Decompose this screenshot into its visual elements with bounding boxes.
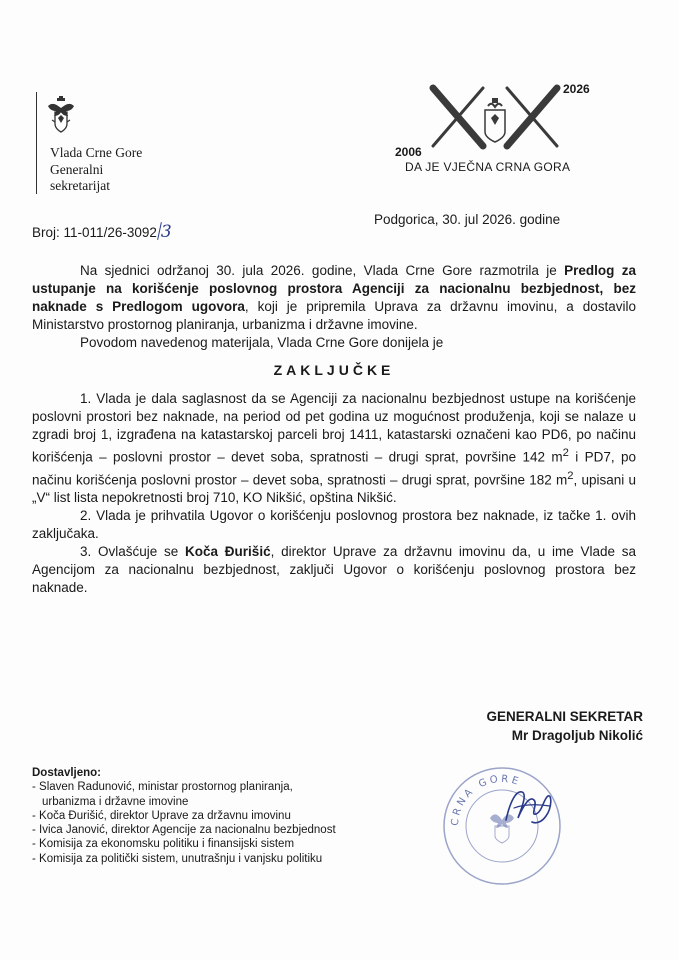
jubilee-slogan: DA JE VJEČNA CRNA GORA [405,160,571,174]
org-unit-line1: Generalni [50,161,104,177]
org-name: Vlada Crne Gore [50,145,143,160]
distribution-items [32,780,336,866]
conclusion-3-text-b: , direktor Uprave za državnu imovinu da, u ime Vlade sa Agencijom za nacionalnu bezbjednost, zaključi Ugovor o korišćenju poslovnog prostora bez naknade. [32,544,636,595]
reference-number [32,222,172,242]
document-body [32,262,636,597]
jubilee-year-end: 2026 [563,82,590,96]
place-date: Podgorica, 30. jul 2026. godine [374,212,561,227]
conclusion-1 [32,390,636,507]
superscript-2: 2 [562,447,569,459]
jubilee-xx-mark-icon [425,80,565,152]
intro-text-end: , koji je pripremila Uprava za državnu imovinu, a dostavilo Ministarstvo prostornog planiranja, urbanizma i državne imovine. [32,299,636,332]
signatory-title: GENERALNI SEKRETAR [486,709,643,724]
list-item: - Ivica Janović, direktor Agencije za nacionalnu bezbjednost [32,824,336,837]
intro-subject: Predlog za ustupanje na korišćenje poslovnog prostora Agenciji za nacionalnu bezbjednost, bez naknade s Predlogom ugovora [32,263,637,314]
list-item: - Komisija za ekonomsku politiku i finansijski sistem [32,838,295,851]
conclusion-1-text-c: , upisani u „V“ list lista nepokretnosti broj 710, KO Nikšić, opština Nikšić. [32,472,636,505]
seal-text: CRNA GORE [449,773,523,827]
jubilee-logo [395,80,605,175]
reference-label: Broj: [32,225,60,240]
distribution-heading: Dostavljeno: [32,767,102,779]
conclusions-heading: ZAKLJUČKE [273,362,395,378]
superscript-2: 2 [567,469,574,482]
handwritten-signature-icon [500,782,560,830]
organization-block [50,145,142,195]
conclusion-3-text-a: 3. Ovlašćuje se [80,544,186,559]
intro-paragraph [32,262,636,334]
list-item: - Komisija za politički sistem, unutrašnju i vanjsku politiku [32,852,323,865]
signatory-name: Mr Dragoljub Nikolić [511,728,643,743]
list-item: urbanizma i državne imovine [42,795,189,808]
conclusion-1-text-b: i PD7, po načinu korišćenja poslovni prostor – devet soba, spratnosti – drugi sprat, površine 182 m [32,449,637,487]
reference-value: 11-011/26-3092 [63,225,157,240]
handwritten-number: 3 [160,222,172,242]
signature-block [486,707,643,745]
intro-text: Na sjednici održanoj 30. jula 2026. godine, Vlada Crne Gore razmotrila je [80,263,565,278]
coat-of-arms-icon [46,96,76,136]
header-divider [36,92,37,194]
decision-intro: Povodom navedenog materijala, Vlada Crne Gore donijela je [80,335,444,350]
conclusion-3-name: Koča Đurišić [185,544,271,559]
conclusion-1-text-a: 1. Vlada je dala saglasnost da se Agenciji za nacionalnu bezbjednost ustupe na korišćenje poslovni prostori bez naknade, na period od pet godina uz mogućnost produženja, koji se nalaze u zgradi broj 1, izgrađena na katastarskoj parceli broj 1411, katastarski označeni kao PD6, po načinu korišćenja – poslovni prostor – devet soba, spratnosti – drugi sprat, površine 142 m [32,391,636,465]
list-item: - Koča Đurišić, direktor Uprave za državnu imovinu [32,809,291,822]
jubilee-year-start: 2006 [395,145,422,159]
org-unit-line2: sekretarijat [50,178,110,193]
list-item: - Slaven Radunović, ministar prostornog planiranja, [32,781,293,794]
conclusion-2: 2. Vlada je prihvatila Ugovor o korišćenju poslovnog prostora bez naknade, iz tačke 1. ovih zaključaka. [32,508,636,541]
distribution-list [32,766,336,866]
conclusion-3 [32,543,636,597]
